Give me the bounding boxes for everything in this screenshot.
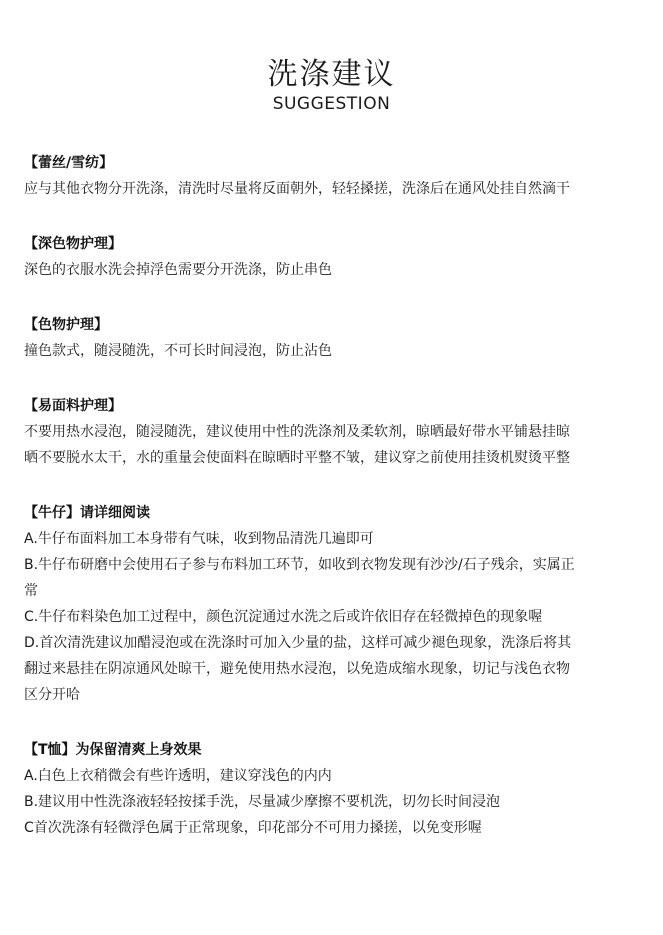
section-text-line: 不要用热水浸泡，随浸随洗，建议使用中性的洗涤剂及柔软剂，晾晒最好带水平铺悬挂晾 bbox=[24, 424, 570, 440]
section-text-line: 撞色款式，随浸随洗，不可长时间浸泡，防止沾色 bbox=[24, 343, 332, 359]
section-text-line: B.牛仔布研磨中会使用石子参与布料加工环节，如收到衣物发现有沙沙/石子残余，实属正 bbox=[24, 557, 575, 573]
section-text-line: 应与其他衣物分开洗涤，清洗时尽量将反面朝外，轻轻搡搓，洗涤后在通风处挂自然滴干 bbox=[24, 181, 570, 197]
care-section bbox=[24, 737, 644, 841]
section-title: 【T恤】为保留清爽上身效果 bbox=[24, 742, 202, 758]
section-text-line: A.牛仔布面料加工本身带有气味，收到物品清洗几遍即可 bbox=[24, 531, 374, 547]
care-section bbox=[24, 393, 644, 471]
section-text-line: 常 bbox=[24, 583, 38, 599]
section-text-line: C.牛仔布料染色加工过程中，颜色沉淀通过水洗之后或许依旧存在轻微掉色的现象喔 bbox=[24, 609, 543, 625]
section-title: 【易面料护理】 bbox=[24, 398, 122, 414]
section-text-line: 深色的衣服水洗会掉浮色需要分开洗涤，防止串色 bbox=[24, 262, 332, 278]
section-title: 【蕾丝/雪纺】 bbox=[24, 155, 114, 171]
section-text-line: 区分开哈 bbox=[24, 687, 80, 703]
care-section bbox=[24, 231, 644, 283]
section-text-line: 翻过来悬挂在阴凉通风处晾干，避免使用热水浸泡，以免造成缩水现象，切记与浅色衣物 bbox=[24, 661, 570, 677]
page-title: 洗涤建议 bbox=[267, 57, 396, 92]
section-text-line: 晒不要脱水太干，水的重量会使面料在晾晒时平整不皱，建议穿之前使用挂烫机熨烫平整 bbox=[24, 450, 570, 466]
sections-list bbox=[24, 150, 644, 870]
section-title: 【牛仔】请详细阅读 bbox=[24, 505, 150, 521]
care-section bbox=[24, 150, 644, 202]
care-section bbox=[24, 312, 644, 364]
header bbox=[0, 56, 663, 114]
section-text-line: C首次洗涤有轻微浮色属于正常现象，印花部分不可用力搡搓，以免变形喔 bbox=[24, 820, 482, 836]
section-title: 【色物护理】 bbox=[24, 317, 108, 333]
section-text-line: A.白色上衣稍微会有些许透明，建议穿浅色的内内 bbox=[24, 768, 332, 784]
page-subtitle: SUGGESTION bbox=[272, 94, 391, 114]
section-text-line: B.建议用中性洗涤液轻轻按揉手洗，尽量减少摩擦不要机洗，切勿长时间浸泡 bbox=[24, 794, 501, 810]
section-text-line: D.首次清洗建议加醋浸泡或在洗涤时可加入少量的盐，这样可减少褪色现象，洗涤后将其 bbox=[24, 635, 572, 651]
care-section bbox=[24, 500, 644, 708]
section-title: 【深色物护理】 bbox=[24, 236, 122, 252]
